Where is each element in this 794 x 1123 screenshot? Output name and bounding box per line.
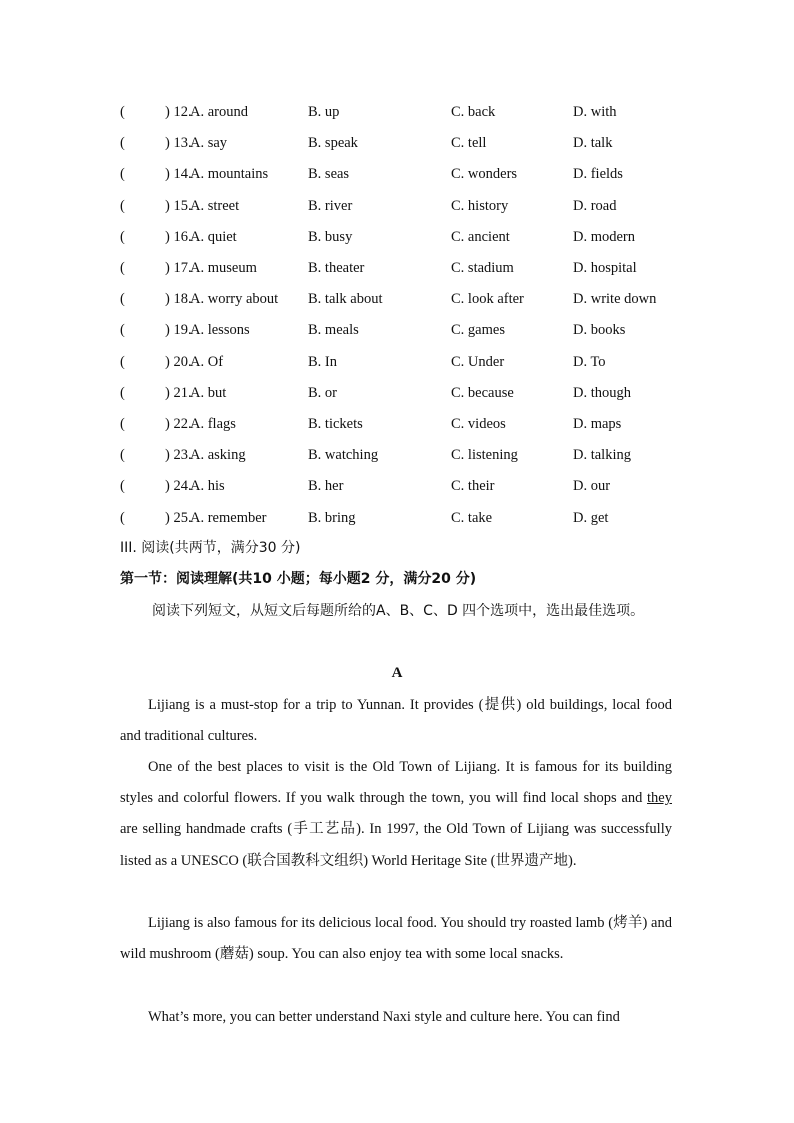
option-b: B. speak: [308, 135, 358, 152]
option-a: A. but: [190, 384, 227, 401]
question-row: [120, 475, 700, 497]
passage-paragraph-4: What’s more, you can better understand Naxi style and culture here. You can find: [148, 1009, 620, 1025]
option-b: B. or: [308, 384, 337, 401]
option-d: D. To: [573, 353, 606, 370]
question-number: ) 22.: [165, 416, 192, 432]
answer-blank-open: (: [120, 478, 125, 495]
option-a: A. flags: [190, 416, 236, 432]
answer-blank-open: (: [120, 104, 125, 120]
option-c: C. wonders: [451, 166, 518, 183]
question-number: ) 25.: [165, 509, 192, 526]
option-b: B. meals: [308, 322, 359, 339]
answer-blank-open: (: [120, 166, 125, 183]
underlined-word: they: [647, 790, 672, 807]
answer-blank-open: (: [120, 135, 125, 152]
option-d: D. maps: [573, 416, 622, 432]
option-b: B. In: [308, 353, 337, 370]
question-row: [120, 507, 700, 529]
question-row: [120, 413, 700, 435]
option-a: A. around: [190, 104, 248, 120]
answer-blank-open: (: [120, 353, 125, 370]
answer-blank-open: (: [120, 291, 125, 308]
option-c: C. videos: [451, 416, 506, 432]
question-row: [120, 257, 700, 279]
passage-title: A: [391, 665, 403, 681]
question-row: [120, 226, 700, 248]
option-c: C. stadium: [451, 260, 514, 276]
question-number: ) 24.: [165, 478, 192, 495]
option-d: D. our: [573, 478, 611, 495]
question-number: ) 20.: [165, 353, 192, 370]
option-a: A. Of: [190, 353, 224, 370]
option-d: D. hospital: [573, 260, 637, 276]
option-d: D. write down: [573, 291, 657, 308]
passage-paragraph-2-text-end: are selling handmade crafts (手工艺品). In 1997, the Old Town of Lijiang was successfully listed as a UNESCO (联合国教科文组织) World Heritage Site (世界遗产地).: [120, 821, 672, 869]
question-number: ) 21.: [165, 384, 192, 401]
question-row: [120, 351, 700, 373]
option-c: C. back: [451, 104, 496, 120]
option-b: B. up: [308, 104, 340, 120]
option-d: D. with: [573, 104, 617, 120]
question-number: ) 14.: [165, 166, 192, 183]
passage-paragraph-1: Lijiang is a must-stop for a trip to Yunnan. It provides (提供) old buildings, local food and traditional cultures.: [120, 697, 672, 745]
question-number: ) 19.: [165, 322, 192, 339]
passage-paragraph-3: Lijiang is also famous for its delicious local food. You should try roasted lamb (烤羊) and wild mushroom (蘑菇) soup. You can also enjoy tea with some local snacks.: [120, 915, 672, 963]
section-instruction: 阅读下列短文，从短文后每题所给的A、B、C、D 四个选项中，选出最佳选项。: [152, 603, 645, 619]
question-number: ) 12.: [165, 104, 192, 120]
answer-blank-open: (: [120, 384, 125, 401]
option-a: A. worry about: [190, 291, 279, 308]
question-number: ) 15.: [165, 197, 192, 214]
option-c: C. tell: [451, 135, 487, 152]
answer-blank-open: (: [120, 509, 125, 526]
answer-blank-open: (: [120, 322, 125, 339]
question-number: ) 23.: [165, 447, 192, 464]
option-b: B. her: [308, 478, 344, 495]
answer-blank-open: (: [120, 447, 125, 464]
option-a: A. museum: [190, 260, 257, 276]
option-d: D. fields: [573, 166, 623, 183]
option-a: A. mountains: [190, 166, 269, 183]
question-row: [120, 288, 700, 310]
option-a: A. say: [190, 135, 228, 152]
section-heading: III. 阅读(共两节，满分30 分): [120, 540, 301, 556]
option-b: B. watching: [308, 447, 379, 464]
option-a: A. remember: [190, 509, 267, 526]
option-d: D. books: [573, 322, 626, 339]
answer-blank-open: (: [120, 260, 125, 276]
option-b: B. bring: [308, 509, 356, 526]
option-c: C. look after: [451, 291, 524, 308]
option-c: C. Under: [451, 353, 505, 370]
section-subheading: 第一节：阅读理解(共10 小题；每小题2 分，满分20 分): [120, 571, 477, 587]
option-d: D. modern: [573, 228, 636, 245]
question-row: [120, 101, 700, 123]
answer-blank-open: (: [120, 416, 125, 432]
question-row: [120, 195, 700, 217]
option-b: B. river: [308, 197, 353, 214]
option-c: C. history: [451, 197, 509, 214]
option-a: A. asking: [190, 447, 246, 464]
option-c: C. games: [451, 322, 505, 339]
option-c: C. listening: [451, 447, 518, 464]
option-b: B. seas: [308, 166, 350, 183]
option-c: C. because: [451, 384, 514, 401]
option-c: C. their: [451, 478, 495, 495]
question-row: [120, 444, 700, 466]
option-a: A. lessons: [190, 322, 250, 339]
question-row: [120, 132, 700, 154]
option-a: A. street: [190, 197, 240, 214]
passage-paragraph-2-text-start: One of the best places to visit is the Old Town of Lijiang. It is famous for its building styles and colorful flowers. If you walk through the town, you will find local shops and: [120, 759, 672, 807]
option-a: A. quiet: [190, 228, 237, 245]
option-b: B. busy: [308, 228, 353, 245]
question-row: [120, 382, 700, 404]
option-c: C. take: [451, 509, 493, 526]
option-d: D. talk: [573, 135, 613, 152]
option-d: D. talking: [573, 447, 631, 464]
option-d: D. road: [573, 197, 617, 214]
option-d: D. get: [573, 509, 609, 526]
option-c: C. ancient: [451, 228, 510, 245]
question-row: [120, 163, 700, 185]
answer-blank-open: (: [120, 197, 125, 214]
option-a: A. his: [190, 478, 225, 495]
option-b: B. theater: [308, 260, 365, 276]
question-number: ) 17.: [165, 260, 192, 276]
passage-paragraph-2: [120, 752, 672, 877]
question-number: ) 16.: [165, 228, 192, 245]
option-b: B. tickets: [308, 416, 363, 432]
question-number: ) 13.: [165, 135, 192, 152]
answer-blank-open: (: [120, 228, 125, 245]
option-d: D. though: [573, 384, 631, 401]
question-row: [120, 319, 700, 341]
option-b: B. talk about: [308, 291, 383, 308]
question-number: ) 18.: [165, 291, 192, 308]
